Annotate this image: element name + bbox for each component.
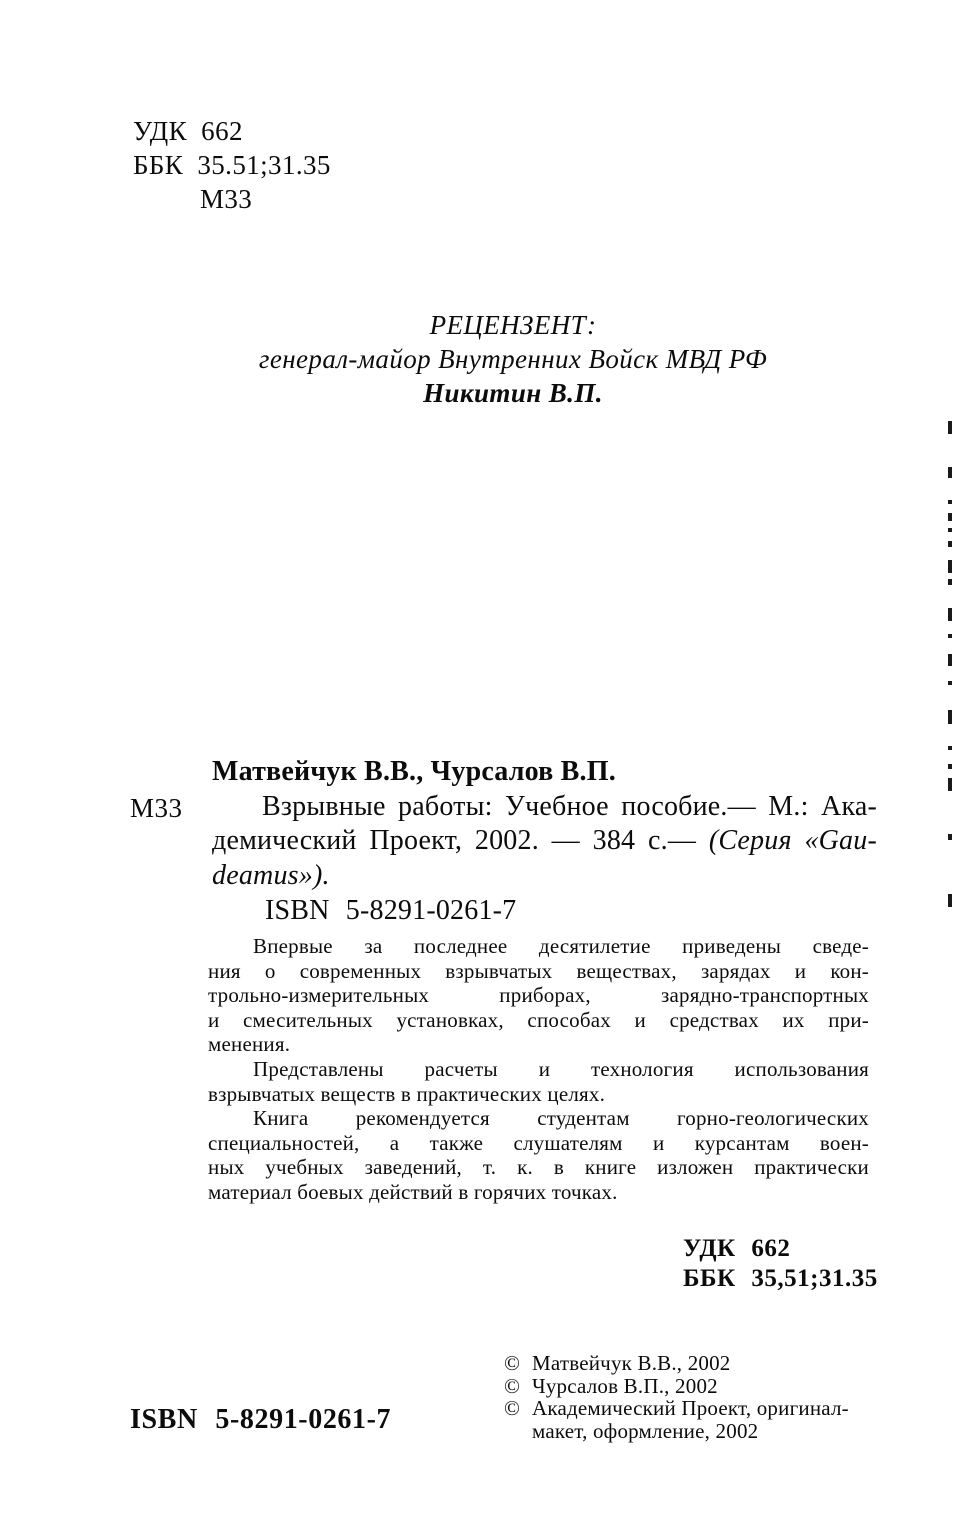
annotation-line: специальностей, а также слушателям и курсантам воен- <box>208 1130 869 1155</box>
scan-artifact <box>948 579 952 585</box>
copyright-entry <box>504 1352 849 1375</box>
annotation-line: ния о современных взрывчатых веществах, зарядах и кон- <box>208 958 869 983</box>
copyright-icon: © <box>504 1396 521 1420</box>
bbk-bottom: ББК 35,51;31.35 <box>683 1265 878 1292</box>
scan-artifact <box>948 834 952 840</box>
isbn-bottom: ISBN 5-8291-0261-7 <box>130 1404 392 1435</box>
scan-artifact <box>948 634 952 638</box>
copyright-text: Чурсалов В.П., 2002 <box>532 1373 718 1398</box>
citation-line2-regular: демический Проект, 2002. — 384 с.— <box>212 825 709 856</box>
copyright-text-continued: макет, оформление, 2002 <box>532 1418 759 1443</box>
reviewer-block <box>60 308 966 410</box>
annotation-line: и смесительных установках, способах и средствах их при- <box>208 1007 869 1032</box>
copyright-entry <box>504 1397 849 1442</box>
reviewer-title: генерал-майор Внутренних Войск МВД РФ <box>258 344 768 374</box>
scan-artifact <box>948 513 952 521</box>
scan-artifact <box>948 746 952 750</box>
copyright-text: Матвейчук В.В., 2002 <box>532 1351 731 1375</box>
reviewer-heading: РЕЦЕНЗЕНТ: <box>429 310 597 340</box>
scan-artifact <box>948 681 952 685</box>
scan-artifact <box>948 541 952 547</box>
udk-bottom: УДК 662 <box>683 1235 791 1262</box>
scan-artifact <box>948 894 952 907</box>
copyright-icon: © <box>504 1351 521 1375</box>
annotation-line: ных учебных заведений, т. к. в книге изложен практически <box>208 1155 869 1180</box>
scan-artifact <box>948 467 952 478</box>
scan-artifact <box>948 710 952 724</box>
annotation-line: Книга рекомендуется студентам горно-геологических <box>253 1106 869 1131</box>
bbk-top: ББК 35.51;31.35 <box>133 150 331 180</box>
reviewer-name: Никитин В.П. <box>423 378 603 408</box>
udk-top: УДК 662 <box>133 116 243 146</box>
copyright-entry <box>504 1375 849 1398</box>
scan-artifact <box>948 560 952 573</box>
annotation-line: менения. <box>208 1032 291 1057</box>
copyright-icon: © <box>504 1373 521 1398</box>
annotation-line: материал боевых действий в горячих точках. <box>208 1179 618 1204</box>
annotation-line: взрывчатых веществ в практических целях. <box>208 1081 606 1106</box>
scan-artifact <box>948 778 952 791</box>
scan-artifact <box>948 421 952 434</box>
scan-artifact <box>948 608 952 621</box>
citation-block <box>130 755 877 929</box>
annotation-line: трольно-измерительных приборах, зарядно-транспортных <box>208 983 869 1008</box>
copyright-text: Академический Проект, оригинал- <box>532 1396 849 1420</box>
annotation-block <box>208 934 869 1205</box>
scan-artifact <box>948 764 952 769</box>
author-index-citation: М33 <box>130 793 183 823</box>
citation-authors: Матвейчук В.В., Чурсалов В.П. <box>212 756 616 787</box>
annotation-line: Представлены расчеты и технология использования <box>253 1056 869 1081</box>
citation-line2-series: (Серия «Gau- <box>708 825 877 856</box>
author-index-top: М33 <box>200 184 253 214</box>
top-classification-block <box>133 114 331 216</box>
citation-line: deamus»). <box>212 859 330 891</box>
bottom-classification-block <box>683 1234 878 1294</box>
citation-isbn: ISBN 5-8291-0261-7 <box>265 895 517 926</box>
copyright-block <box>504 1352 849 1442</box>
scan-artifact <box>948 528 952 532</box>
citation-line: Взрывные работы: Учебное пособие.— М.: Ака- <box>262 790 877 822</box>
scan-artifact <box>948 500 952 504</box>
scan-artifact <box>948 654 952 666</box>
citation-line <box>212 824 877 859</box>
annotation-line: Впервые за последнее десятилетие приведены сведе- <box>253 934 869 958</box>
